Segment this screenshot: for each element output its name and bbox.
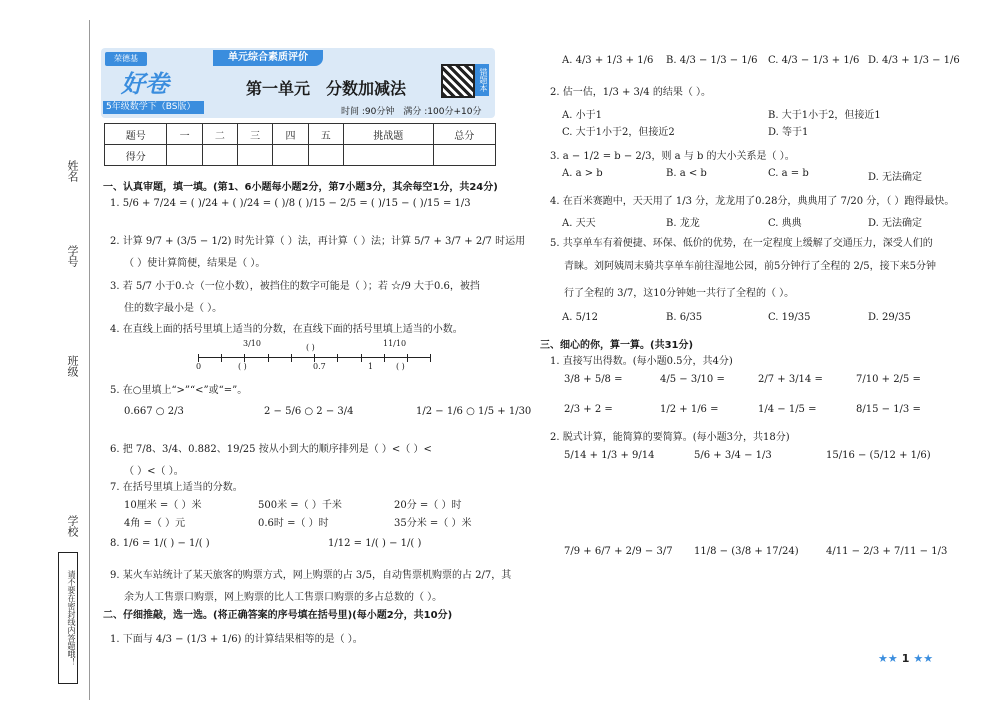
option-b[interactable]: B. 大于1小于2，但接近1 — [768, 110, 881, 121]
section-3-heading: 三、细心的你，算一算。(共31分) — [540, 340, 694, 351]
score-input-cell[interactable] — [167, 145, 202, 166]
seal-notice: 请不要在密封线内答题哦！ — [58, 552, 78, 684]
option-c[interactable]: C. 典典 — [768, 218, 802, 229]
binding-sidebar — [56, 20, 96, 700]
question-6-line-2: （ ）<（ ）。 — [124, 466, 184, 477]
choice-question-5-line-3: 行了全程的 3/7，这10分钟她一共行了全程的（ ）。 — [564, 288, 795, 299]
option-b[interactable]: B. a < b — [666, 168, 707, 179]
number-line-label-bottom: 0 — [196, 362, 202, 371]
option-d[interactable]: D. 等于1 — [768, 127, 809, 138]
option-b[interactable]: B. 4/3 − 1/3 − 1/6 — [666, 55, 758, 66]
table-cell: 题号 — [105, 124, 167, 145]
score-input-cell[interactable] — [433, 145, 495, 166]
question-8b: 1/12 = 1/( ) − 1/( ) — [328, 538, 422, 549]
section-1-heading: 一、认真审题，填一填。(第1、6小题每小题2分，第7小题3分，其余每空1分，共24分) — [103, 182, 498, 193]
option-c[interactable]: C. 大于1小于2，但接近2 — [562, 127, 675, 138]
option-c[interactable]: C. 4/3 − 1/3 + 1/6 — [768, 55, 860, 66]
option-d[interactable]: D. 4/3 + 1/3 − 1/6 — [868, 55, 960, 66]
number-line-blank-bottom: ( ) — [238, 362, 247, 371]
calc-item: 4/5 − 3/10 = — [660, 374, 725, 385]
option-a[interactable]: A. 5/12 — [562, 312, 599, 323]
brand-badge: 荣德基 — [105, 52, 147, 66]
student-id-label: 学号 — [66, 245, 79, 267]
calc-item: 3/8 + 5/8 = — [564, 374, 623, 385]
table-cell: 二 — [202, 124, 237, 145]
grade-label: 5年级数学下（BS版） — [103, 101, 204, 114]
option-d[interactable]: D. 无法确定 — [868, 218, 923, 229]
question-4: 4. 在直线上面的括号里填上适当的分数，在直线下面的括号里填上适当的小数。 — [110, 324, 463, 335]
class-label: 班级 — [66, 355, 79, 377]
option-d[interactable]: D. 29/35 — [868, 312, 911, 323]
choice-question-2: 2. 估一估，1/3 + 3/4 的结果（ ）。 — [550, 87, 712, 98]
calc-item: 2/7 + 3/14 = — [758, 374, 823, 385]
number-line-label-top: 11/10 — [383, 339, 407, 348]
choice-question-1: 1. 下面与 4/3 − (1/3 + 1/6) 的计算结果相等的是（ ）。 — [110, 634, 363, 645]
seal-line — [89, 20, 90, 700]
calc-item: 4/11 − 2/3 + 7/11 − 1/3 — [826, 546, 948, 557]
number-line-blank-top: ( ) — [306, 343, 315, 352]
calc-item: 1/2 + 1/6 = — [660, 404, 719, 415]
question-3-line-2: 住的数字最小是（ ）。 — [124, 303, 223, 314]
table-cell: 得分 — [105, 145, 167, 166]
header-banner — [101, 48, 495, 118]
number-line-label-bottom: 0.7 — [313, 362, 326, 371]
question-3-line-1: 3. 若 5/7 小于0.☆（一位小数），被挡住的数字可能是（ ）；若 ☆/9 大于0.6，被挡 — [110, 281, 480, 292]
error-book-tag: 错题本 — [475, 64, 489, 96]
section-2-heading: 二、仔细推敲，选一选。(将正确答案的序号填在括号里)(每小题2分，共10分) — [103, 610, 453, 621]
table-cell: 五 — [308, 124, 343, 145]
exam-meta — [341, 104, 481, 117]
calc-item: 7/10 + 2/5 = — [856, 374, 921, 385]
number-line-label-bottom: 1 — [368, 362, 374, 371]
conversion-item: 10厘米 =（ ）米 — [124, 500, 202, 511]
table-cell: 一 — [167, 124, 202, 145]
question-1: 1. 5/6 + 7/24 = ( )/24 + ( )/24 = ( )/8 ( )/15 − 2/5 = ( )/15 − ( )/15 = 1/3 — [110, 198, 471, 209]
score-input-cell[interactable] — [273, 145, 308, 166]
calc-item: 1/4 − 1/5 = — [758, 404, 817, 415]
option-b[interactable]: B. 6/35 — [666, 312, 703, 323]
calc-item: 5/6 + 3/4 − 1/3 — [694, 450, 772, 461]
time-limit: 时间 :90分钟 — [341, 107, 395, 117]
calc-question-1: 1. 直接写出得数。(每小题0.5分，共4分) — [550, 356, 733, 367]
table-row — [105, 124, 496, 145]
option-a[interactable]: A. a > b — [562, 168, 603, 179]
qr-code-icon[interactable] — [441, 64, 475, 98]
calc-item: 2/3 + 2 = — [564, 404, 613, 415]
option-c[interactable]: C. 19/35 — [768, 312, 811, 323]
calc-item: 11/8 − (3/8 + 17/24) — [694, 546, 799, 557]
option-b[interactable]: B. 龙龙 — [666, 218, 700, 229]
logo: 好卷 — [121, 70, 169, 98]
table-cell: 总分 — [433, 124, 495, 145]
score-input-cell[interactable] — [343, 145, 433, 166]
number-line-label-top: 3/10 — [243, 339, 261, 348]
score-input-cell[interactable] — [202, 145, 237, 166]
question-8a: 8. 1/6 = 1/( ) − 1/( ) — [110, 538, 210, 549]
page-number-value: 1 — [901, 652, 910, 665]
full-score: 满分 :100分+10分 — [403, 107, 482, 117]
table-cell: 四 — [273, 124, 308, 145]
option-a[interactable]: A. 小于1 — [562, 110, 602, 121]
table-cell: 挑战题 — [343, 124, 433, 145]
calc-item: 8/15 − 1/3 = — [856, 404, 921, 415]
choice-question-5-line-2: 青睐。刘阿姨周末骑共享单车前往湿地公园，前5分钟行了全程的 2/5，接下来5分钟 — [564, 261, 936, 272]
option-a[interactable]: A. 天天 — [562, 218, 596, 229]
table-row — [105, 145, 496, 166]
number-line-axis — [198, 357, 430, 358]
option-d[interactable]: D. 无法确定 — [868, 172, 923, 183]
conversion-item: 35分米 =（ ）米 — [394, 518, 472, 529]
name-label: 姓名 — [66, 160, 79, 182]
page-number: ★★ 1 ★★ — [878, 652, 934, 665]
question-5: 5. 在○里填上“>”“<”或“=”。 — [110, 385, 248, 396]
conversion-item: 500米 =（ ）千米 — [258, 500, 342, 511]
calc-item: 7/9 + 6/7 + 2/9 − 3/7 — [564, 546, 673, 557]
compare-item: 1/2 − 1/6 ○ 1/5 + 1/30 — [416, 406, 532, 417]
option-a[interactable]: A. 4/3 + 1/3 + 1/6 — [562, 55, 654, 66]
compare-item: 0.667 ○ 2/3 — [124, 406, 184, 417]
question-2-line-1: 2. 计算 9/7 + (3/5 − 1/2) 时先计算（ ）法，再计算（ ）法；计算 5/7 + 3/7 + 2/7 时运用 — [110, 236, 526, 247]
choice-question-5-line-1: 5. 共享单车有着便捷、环保、低价的优势，在一定程度上缓解了交通压力，深受人们的 — [550, 238, 933, 249]
table-cell: 三 — [238, 124, 273, 145]
option-c[interactable]: C. a = b — [768, 168, 809, 179]
conversion-item: 0.6时 =（ ）时 — [258, 518, 329, 529]
score-input-cell[interactable] — [238, 145, 273, 166]
question-7: 7. 在括号里填上适当的分数。 — [110, 482, 243, 493]
calc-item: 5/14 + 1/3 + 9/14 — [564, 450, 655, 461]
question-2-line-2: （ ）使计算简便，结果是（ ）。 — [124, 258, 266, 269]
choice-question-4: 4. 在百米赛跑中，天天用了 1/3 分，龙龙用了0.28分，典典用了 7/20 分，（ ）跑得最快。 — [550, 196, 955, 207]
question-9-line-2: 余为人工售票口购票，网上购票的比人工售票口购票的多占总数的（ ）。 — [124, 592, 443, 603]
choice-question-3: 3. a − 1/2 = b − 2/3，则 a 与 b 的大小关系是（ ）。 — [550, 151, 795, 162]
question-6-line-1: 6. 把 7/8、3/4、0.882、19/25 按从小到大的顺序排列是（ ）<（ ）< — [110, 444, 432, 455]
compare-item: 2 − 5/6 ○ 2 − 3/4 — [264, 406, 354, 417]
calc-item: 15/16 − (5/12 + 1/6) — [826, 450, 931, 461]
school-label: 学校 — [66, 515, 79, 537]
conversion-item: 4角 =（ ）元 — [124, 518, 186, 529]
page-title: 第一单元 分数加减法 — [246, 79, 407, 98]
calc-question-2: 2. 脱式计算，能简算的要简算。(每小题3分，共18分) — [550, 432, 790, 443]
conversion-item: 20分 =（ ）时 — [394, 500, 462, 511]
score-input-cell[interactable] — [308, 145, 343, 166]
question-9-line-1: 9. 某火车站统计了某天旅客的购票方式，网上购票的占 3/5，自动售票机购票的占 2/7，其 — [110, 570, 512, 581]
subtitle: 单元综合素质评价 — [213, 50, 323, 66]
score-table — [104, 123, 496, 166]
number-line-blank-bottom: ( ) — [396, 362, 405, 371]
